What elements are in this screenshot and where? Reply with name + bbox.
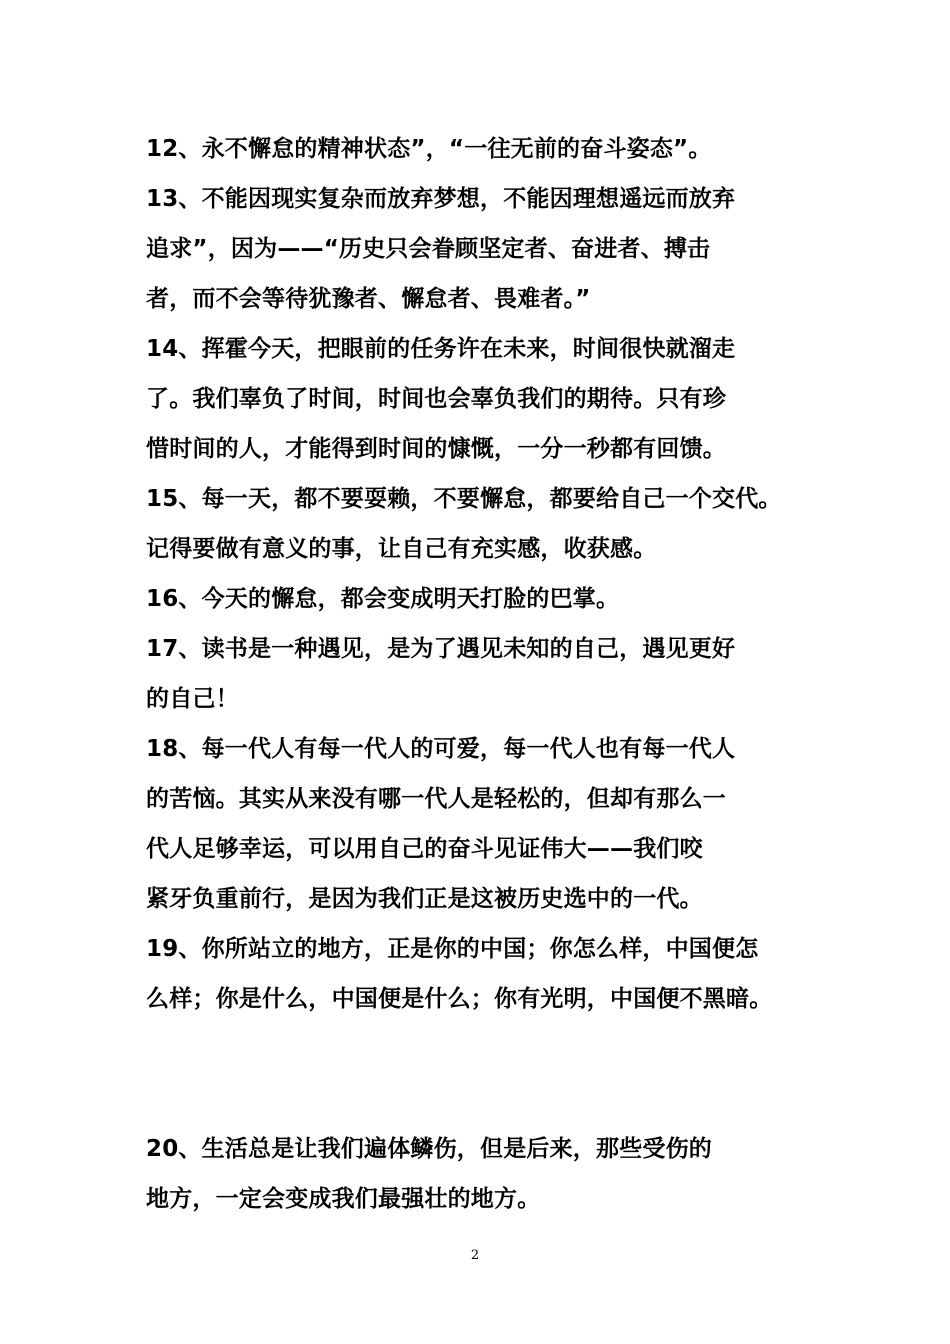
text-line: 惜时间的人，才能得到时间的慷慨，一分一秒都有回馈。 xyxy=(146,436,726,462)
text-line: 的苦恼。其实从来没有哪一代人是轻松的，但却有那么一 xyxy=(146,786,726,812)
page-number: 2 xyxy=(470,1248,480,1263)
paragraph-gap xyxy=(146,1024,836,1074)
text-line: 12、永不懈怠的精神状态”，“一往无前的奋斗姿态”。 xyxy=(146,136,712,162)
text-line: 了。我们辜负了时间，时间也会辜负我们的期待。只有珍 xyxy=(146,386,726,412)
text-line: 么样；你是什么，中国便是什么；你有光明，中国便不黑暗。 xyxy=(146,986,773,1012)
text-line: 记得要做有意义的事，让自己有充实感，收获感。 xyxy=(146,536,657,562)
text-line: 者，而不会等待犹豫者、懈怠者、畏难者。” xyxy=(146,286,591,312)
text-line: 地方，一定会变成我们最强壮的地方。 xyxy=(146,1186,541,1212)
text-line: 18、每一代人有每一代人的可爱，每一代人也有每一代人 xyxy=(146,736,736,762)
text-line: 14、挥霍今天，把眼前的任务许在未来，时间很快就溜走 xyxy=(146,336,736,362)
text-line: 的自己！ xyxy=(146,686,239,712)
text-line: 20、生活总是让我们遍体鳞伤，但是后来，那些受伤的 xyxy=(146,1136,713,1162)
text-line: 13、不能因现实复杂而放弃梦想，不能因理想遥远而放弃 xyxy=(146,186,736,212)
paragraph-gap xyxy=(146,1074,836,1124)
document-body xyxy=(146,124,836,1224)
text-line: 紧牙负重前行，是因为我们正是这被历史选中的一代。 xyxy=(146,886,703,912)
text-line: 追求”，因为——“历史只会眷顾坚定者、奋进者、搏击 xyxy=(146,236,711,262)
text-line: 17、读书是一种遇见，是为了遇见未知的自己，遇见更好 xyxy=(146,636,736,662)
text-line: 19、你所站立的地方，正是你的中国；你怎么样，中国便怎 xyxy=(146,936,759,962)
text-line: 15、每一天，都不要耍赖，不要懈怠，都要给自己一个交代。 xyxy=(146,486,782,512)
text-line: 代人足够幸运，可以用自己的奋斗见证伟大——我们咬 xyxy=(146,836,703,862)
text-line: 16、今天的懈怠，都会变成明天打脸的巴掌。 xyxy=(146,586,620,612)
